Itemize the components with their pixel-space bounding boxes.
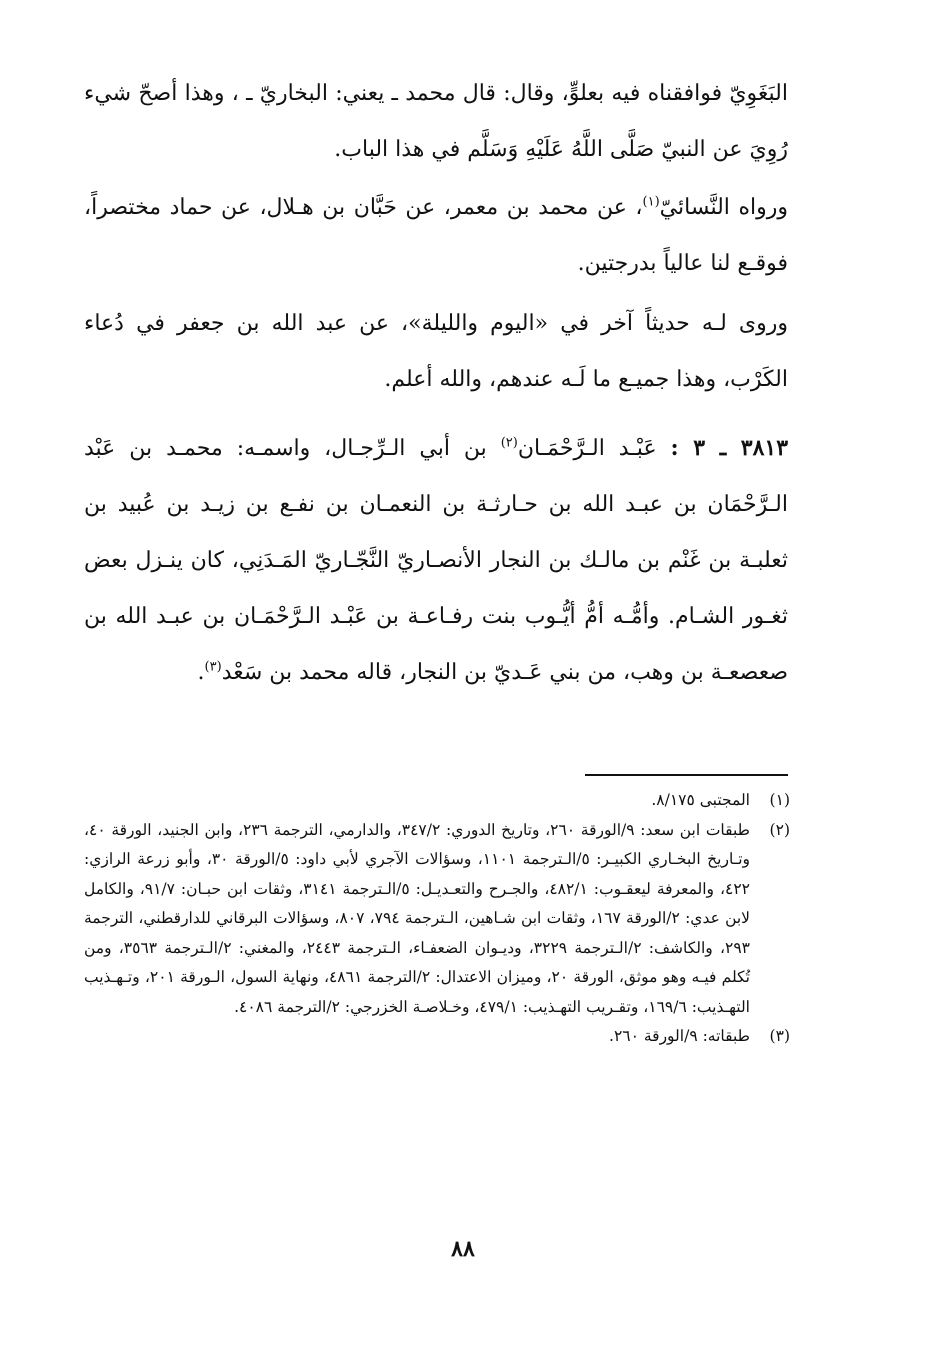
footnote-text: طبقات ابن سعد: ٩/الورقة ٢٦٠، وتاريخ الدوري: ٣٤٧/٢، والدارمي، الترجمة ٢٣٦، وابن الجنيد، الورقة ٤٠، وتـاريخ البخـاري الكبيـر: ٥/الـترجمة ١١٠١، وسؤالات الآجري لأبي داود: ٥/الورقة ٣٠، وأبو زرعة الرازي: ٤٢٢، والمعرفة ليعقـوب: ٤٨٢/١، والجـرح والتعـديـل: ٥/الـترجمة ٣١٤١، وثقات ابن حبـان: ٩١/٧، والكامل لابن عدي: ٢/الورقة ١٦٧، وثقات ابن شـاهين، الـترجمة ٧٩٤، ٨٠٧، وسؤالات البرقاني للدارقطني، الترجمة ٢٩٣، والكاشف: ٢/الـترجمة ٣٢٢٩، وديـوان الضعفـاء، الـترجمة ٢٤٤٣، والمغني: ٢/الـترجمة ٣٥٦٣، ومن تُكلم فيـه وهو موثق، الورقة ٢٠، وميزان الاعتدال: ٢/الترجمة ٤٨٦١، ونهاية السول، الـورقة ٢٠١، وتـهـذيب التهـذيب: ١٦٩/٦، وتقـريب التهـذيب: ٤٧٩/١، وخـلاصـة الخزرجي: ٢/الترجمة ٤٠٨٦. <box>84 820 751 1016</box>
footnote-number: (١) <box>769 791 790 809</box>
footnote-ref-3: (٣) <box>204 659 222 675</box>
footnote-text: طبقاته: ٩/الورقة ٢٦٠. <box>609 1027 750 1045</box>
footnote-1 <box>84 786 790 816</box>
paragraph-text: وروى لـه حديثاً آخر في «اليوم والليلة»، عن عبد الله بن جعفر في دُعاء الكَرْب، وهذا جميـع ما لَـه عندهم، والله أعلم. <box>84 311 788 392</box>
footnotes <box>84 786 790 1052</box>
footnote-separator <box>585 774 788 776</box>
paragraph-text-end: ، عن محمد بن معمر، عن حَبَّان بن هـلال، عن حماد مختصراً، فوقـع لنا عالياً بدرجتين. <box>84 195 788 276</box>
footnote-number: (٢) <box>769 820 790 839</box>
footnote-number: (٣) <box>769 1027 790 1045</box>
footnote-ref-1: (١) <box>642 194 660 210</box>
paragraph-text-start: ورواه النَّسائيّ <box>659 195 788 220</box>
footnote-3 <box>84 1022 790 1052</box>
entry-end: . <box>197 660 205 685</box>
paragraph-bukhari-opinion <box>84 66 788 178</box>
entry-name: عَبْـد الـرَّحْمَـان <box>517 436 657 461</box>
entry-number: ٣٨١٣ ـ ٣ : <box>670 435 789 461</box>
biography-entry <box>84 420 788 701</box>
paragraph-another-hadith <box>84 296 788 408</box>
footnote-text: المجتبى ٨/١٧٥. <box>651 791 750 809</box>
paragraph-nasai-narration <box>84 180 788 292</box>
paragraph-text: البَغَوِيّ فوافقناه فيه بعلوٍّ، وقال: قال محمد ـ يعني: البخاريّ ـ ، وهذا أصحّ شيء رُوِيَ عن النبيّ صَلَّى اللَّهُ عَلَيْهِ وَسَلَّم في هذا الباب. <box>84 81 788 162</box>
footnote-ref-2: (٢) <box>500 435 518 451</box>
page-number: ٨٨ <box>451 1236 475 1262</box>
entry-text: بن أبي الـرِّجـال، واسمـه: محمـد بن عَبْد الـرَّحْمَان بن عبـد الله بن حـارثـة بن النعمـان بن نفـع بن زيـد بن عُبيد بن ثعلبـة بن غَنْم بن مالـك بن النجار الأنصـاريّ النَّجّـاريّ المَـدَنِي، كان ينـزل بعض ثغـور الشـام. وأمُّـه أمُّ أيُّـوب بنت رفـاعـة بن عَبْـد الـرَّحْمَـان بن عبـد الله بن صعصعـة بن وهب، من بني عَـديّ بن النجار، قاله محمد بن سَعْد <box>84 436 788 685</box>
footnote-2 <box>84 816 790 1023</box>
